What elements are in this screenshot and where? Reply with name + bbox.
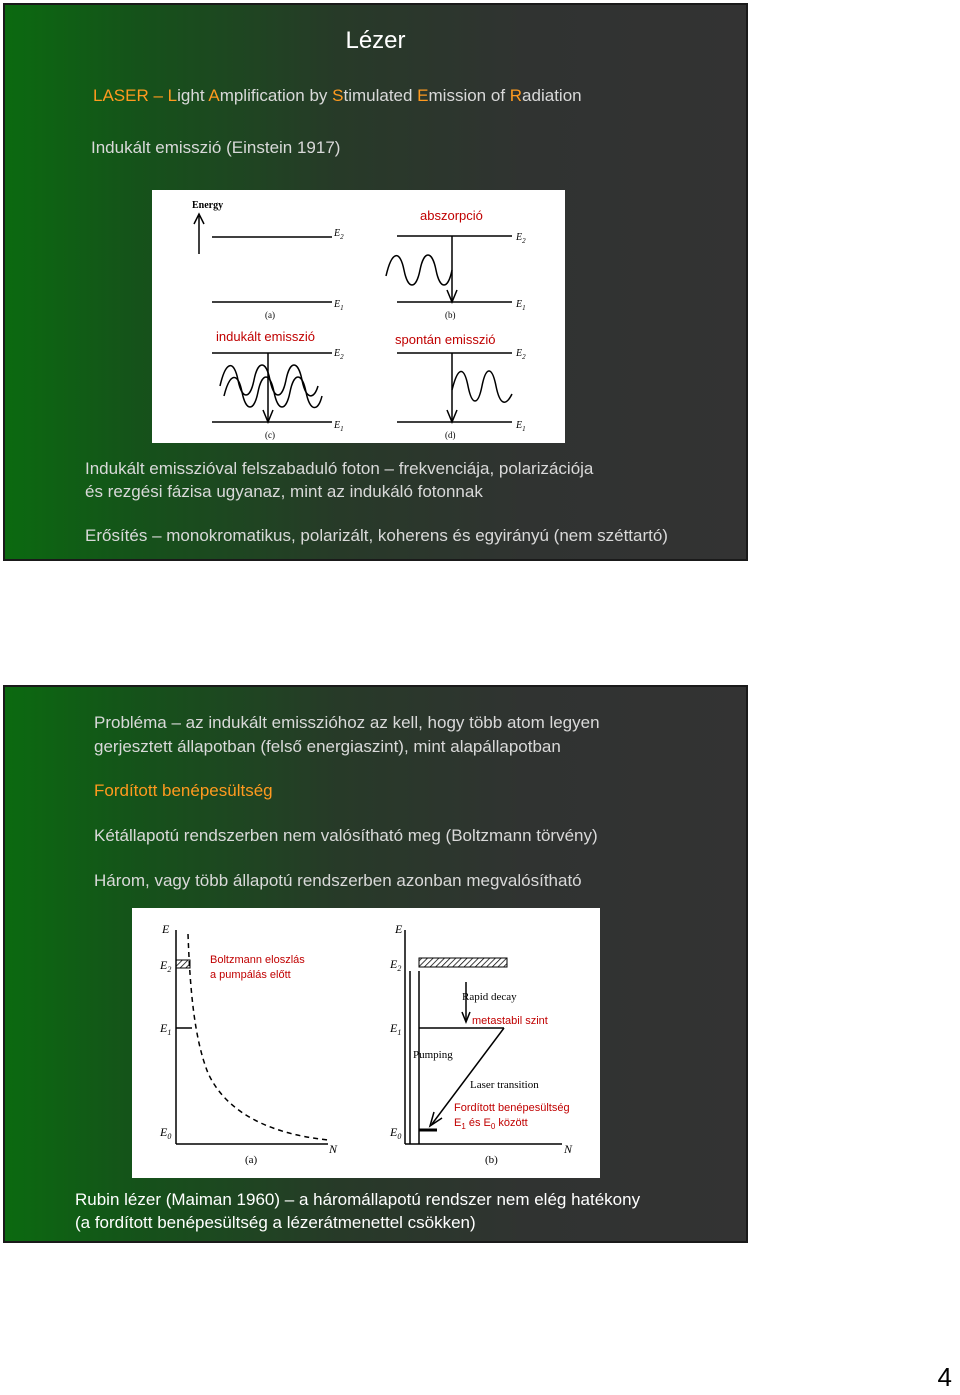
boltzmann-label: Boltzmann eloszlás (210, 954, 305, 966)
e2-label: $E_2$ (334, 228, 344, 241)
acronym-rest: adiation (522, 86, 582, 105)
slide-laser-intro (3, 3, 748, 561)
energy-label: Energy (192, 200, 224, 211)
laser-acronym (93, 86, 582, 106)
panel-b-label: (b) (445, 310, 456, 320)
axis-e-label: E (395, 922, 403, 936)
acronym-rest: timulated (343, 86, 418, 105)
inversion-heading: Fordított benépesültség (94, 781, 273, 800)
ruby-laser-line: Rubin lézer (Maiman 1960) – a háromállapotú rendszer nem elég hatékony (75, 1190, 641, 1209)
e0-label: $E_0$ (160, 1125, 172, 1141)
axis-e-label: E (162, 922, 170, 936)
acronym-rest: ASER – (102, 86, 168, 105)
pumping-label: Pumping (413, 1049, 453, 1061)
e1-label: $E_1$ (390, 1021, 402, 1037)
problem-line: Probléma – az indukált emisszióhoz az kell, hogy több atom legyen (94, 713, 600, 732)
acronym-rest: mplification by (219, 86, 333, 105)
absorption-label: abszorpció (420, 208, 483, 223)
page-number: 4 (937, 1362, 952, 1392)
inversion-label: Fordított benépesültség (454, 1102, 570, 1114)
e2-label: $E_2$ (334, 348, 344, 361)
three-state-text: Három, vagy több állapotú rendszerben azonban megvalósítható (94, 871, 582, 890)
panel-b-label: (b) (485, 1154, 498, 1166)
e2-label: $E_2$ (390, 957, 402, 973)
slide-population-inversion (3, 685, 748, 1243)
axis-n-label: N (564, 1142, 573, 1156)
e2-label: $E_2$ (160, 958, 172, 974)
e2-label: $E_2$ (516, 232, 526, 245)
boltzmann-label: a pumpálás előtt (210, 969, 291, 981)
e1-label: $E_1$ (516, 420, 526, 433)
spontaneous-emission-label: spontán emisszió (395, 332, 496, 347)
induced-emission-label: indukált emisszió (216, 329, 315, 344)
amplification-text: Erősítés – monokromatikus, polarizált, koherens és egyirányú (nem széttartó) (85, 526, 668, 545)
acronym-letter: L (167, 86, 178, 105)
e1-label: $E_1$ (334, 420, 344, 433)
acronym-letter: L (93, 86, 103, 105)
acronym-letter: S (332, 86, 344, 105)
metastable-label: metastabil szint (472, 1015, 548, 1027)
acronym-letter: R (509, 86, 523, 105)
emission-figure (152, 190, 565, 443)
laser-transition-label: Laser transition (470, 1079, 539, 1091)
e1-label: $E_1$ (516, 299, 526, 312)
slide-title: Lézer (345, 27, 406, 54)
e2-label: $E_2$ (516, 348, 526, 361)
panel-a-label: (a) (245, 1154, 258, 1166)
paragraph-line: és rezgési fázisa ugyanaz, mint az indukáló fotonnak (85, 482, 483, 501)
e1-label: $E_1$ (334, 299, 344, 312)
e1-label: $E_1$ (160, 1021, 172, 1037)
acronym-rest: ight (177, 86, 209, 105)
rapid-decay-label: Rapid decay (462, 991, 517, 1003)
e0-label: $E_0$ (390, 1125, 402, 1141)
panel-a-label: (a) (265, 310, 275, 320)
panel-d-label: (d) (445, 430, 456, 440)
panel-c-label: (c) (265, 430, 275, 440)
acronym-letter: A (208, 86, 220, 105)
subtitle: Indukált emisszió (Einstein 1917) (91, 138, 341, 157)
acronym-rest: mission of (428, 86, 510, 105)
ruby-laser-line: (a fordított benépesültség a lézerátmenettel csökken) (75, 1213, 476, 1232)
problem-line: gerjesztett állapotban (felső energiaszint), mint alapállapotban (94, 737, 561, 756)
paragraph-line: Indukált emisszióval felszabaduló foton – frekvenciája, polarizációja (85, 459, 594, 478)
energy-level-figure (132, 908, 600, 1178)
axis-n-label: N (329, 1142, 338, 1156)
inversion-label: $E_1$ és $E_0$ között (454, 1117, 528, 1131)
acronym-letter: E (417, 86, 429, 105)
two-state-text: Kétállapotú rendszerben nem valósítható meg (Boltzmann törvény) (94, 826, 598, 845)
